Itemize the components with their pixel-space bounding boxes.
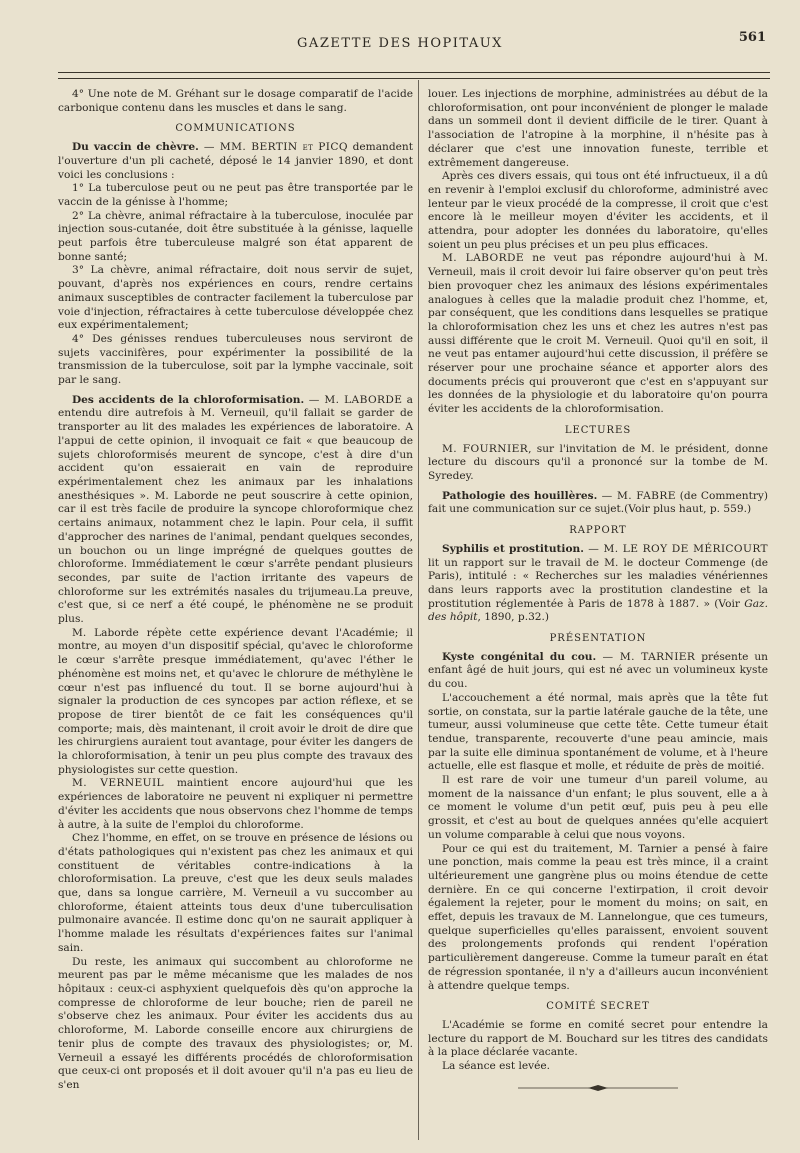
page-number: 561 [738,30,766,45]
accidents-author: — M. LABORDE [304,393,403,406]
syphilis-reference: Gaz. des hôpit [428,597,768,624]
vaccin-conclusion-3: 3° La chèvre, animal réfractaire, doit nous servir de sujet, pouvant, d'après nos expériences en cours, rendre certains animaux susceptibles de contracter facilement la tuberculose par voie d'injection, réfractaires à cette tuberculose développée chez eux expérimentalement; [58,264,413,332]
vaccin-authors: — MM. BERTIN et PICQ [198,141,348,154]
accidents-paragraph-8 [428,252,768,416]
fournier-name: M. FOURNIER [442,442,529,455]
accidents-title: Des accidents de la chloroformisation. [72,393,305,406]
section-heading-communications: COMMUNICATIONS [175,123,296,135]
kyste-text: présente un enfant âgé de huit jours, qui est né avec un volumineux kyste du cou. [428,650,768,691]
header-rule [58,72,770,79]
syphilis-paragraph [428,543,768,625]
kyste-paragraph-4: Pour ce qui est du traitement, M. Tarnier a pensé à faire une ponction, mais comme la peau est très mince, il a craint ultérieurement une gangrène plus ou moins étendue de cette dernière. En ce qui concerne l'extirpation, il croit devoir également la rejeter, pour le moment du moins; on sait, en effet, depuis les travaux de M. Lannelongue, que ces tumeurs, quelque superficielles qu'elles paraissent, envoient souvent des prolongements profonds qui rendent l'opération particulièrement dangereuse. Comme la tumeur paraît en état de régression spontanée, il n'y a d'ailleurs aucun inconvénient à attendre quelque temps. [428,842,768,992]
comite-paragraph: L'Académie se forme en comité secret pour entendre la lecture du rapport de M. Bouchard sur les titres des candidats à la place déclarée vacante. [428,1019,768,1059]
vaccin-conclusion-2: 2° La chèvre, animal réfractaire à la tuberculose, inoculée par injection sous-cutanée, doit être substituée à la génisse, laquelle peut parfois être tuberculeuse malgré son état apparent de bonne santé; [58,209,413,263]
kyste-title: Kyste congénital du cou. [442,650,597,663]
accidents-paragraph-3 [58,777,413,832]
laborde-name: M. LABORDE [442,252,525,265]
left-column [58,88,413,1093]
houilleres-paragraph [428,490,768,517]
accidents-text-1: a entendu dire autrefois à M. Verneuil, qu'il fallait se garder de transporter au lit des malades les expériences de laboratoire. A l'appui de cette opinion, il invoquait ce fait « que beaucoup de sujets chloroformisés meurent de syncope, c'est à dire d'un accident qu'on essaierait en vain de reproduire expérimentalement chez les animaux par les inhalations anesthésiques ». M. Laborde ne peut souscrire à cette opinion, car il est très facile de produire la syncope chloroformique chez certains animaux, notamment chez le lapin. Pour cela, il suffit d'approcher des narines de l'animal, pendant quelques secondes, un bouchon ou un linge imprégné de quelques gouttes de chloroforme. Immédiatement le cœur s'arrête pendant plusieurs secondes, par suite de l'action irritante des vapeurs de chloroforme sur les extrémités nasales du trijumeau.La preuve, c'est que, si ce nerf a été coupé, le phénomène ne se produit plus. [58,393,413,626]
syphilis-reference-end: , 1890, p.32.) [477,611,550,624]
kyste-paragraph-2: L'accouchement a été normal, mais après que la tête fut sortie, on constata, sur la partie latérale gauche de la tête, une tumeur, aussi volumineuse que cette tête. Cette tumeur était tendue, transparente, recouverte d'une peau amincie, mais par la suite elle diminua spontanément de volume, et à l'heure actuelle, elle est flasque et molle, et réduite de près de moitié. [428,691,768,773]
lectures-text: , sur l'invitation de M. le président, donne lecture du discours qu'il a prononcé sur la tombe de M. Syredey. [428,442,768,482]
accidents-text-8: ne veut pas répondre aujourd'hui à M. Verneuil, mais il croit devoir lui faire observer qu'on peut très bien provoquer chez les animaux des lésions expérimentales analogues à celles que la maladie produit chez l'homme, et, par conséquent, que les conditions dans lesquelles se pratique la chloroformisation chez les uns et chez les autres n'est pas aussi différente que le croit M. Verneuil. Quoi qu'il en soit, il ne veut pas entamer aujourd'hui cette discussion, il préfère se réserver pour une prochaine séance et apporter alors des documents précis qui prouveront que c'est en s'appuyant sur les données de la physiologie et du laboratoire qu'on pourra éviter les accidents de la chloroformisation. [428,252,768,416]
accidents-text-3: maintient encore aujourd'hui que les expériences de laboratoire ne peuvent ni expliquer ni permettre d'éviter les accidents que nous observons chez l'homme de temps à autre, à la suite de l'emploi du chloroforme. [58,777,413,831]
page-header [0,30,800,60]
syphilis-author: — M. LE ROY DE MÉRICOURT [583,542,768,555]
verneuil-name: M. VERNEUIL [72,777,164,790]
kyste-paragraph-3: Il est rare de voir une tumeur d'un pareil volume, au moment de la naissance d'un enfant; le plus souvent, elle a à ce moment le volume d'un petit œuf, puis peu à peu elle grossit, et c'est au bout de quelques années qu'elle acquiert un volume comparable à celui que nous voyons. [428,774,768,841]
lectures-paragraph [428,443,768,484]
right-column [428,88,768,1092]
syphilis-text: lit un rapport sur le travail de M. le docteur Commenge (de Paris), intitulé : « Recherches sur les maladies vénériennes dans leurs rapports avec la prostitution clandestine et la prostitution réglementée à Paris de 1878 à 1887. » (Voir [428,556,768,610]
vaccin-title: Du vaccin de chèvre. [72,141,199,154]
kyste-author: — M. TARNIER [596,650,696,663]
accidents-paragraph-5: Du reste, les animaux qui succombent au chloroforme ne meurent pas par le même mécanisme que les malades de nos hôpitaux : ceux-ci asphyxient quelquefois dès qu'on approche la compresse de chloroforme de leur bouche; rien de pareil ne s'observe chez les animaux. Pour éviter les accidents dus au chloroforme, M. Laborde conseille encore aux chirurgiens de tenir plus de compte des travaux des physiologistes; or, M. Verneuil a essayé les différents procédés de chloroformisation que ceux-ci ont proposés et il doit avouer qu'il n'a pas eu lieu de s'en [58,955,413,1091]
seance-levee: La séance est levée. [442,1060,551,1073]
accidents-paragraph-1 [58,394,413,627]
end-ornament [518,1084,678,1092]
vaccin-conclusion-1: 1° La tuberculose peut ou ne peut pas être transportée par le vaccin de la génisse à l'homme; [58,182,413,208]
running-title: GAZETTE DES HOPITAUX [297,36,503,51]
section-heading-lectures: LECTURES [564,424,632,436]
accidents-paragraph-7: Après ces divers essais, qui tous ont été infructueux, il a dû en revenir à l'emploi exclusif du chloroforme, administré avec lenteur par le vieux procédé de la compresse, il croit que c'est encore là le meilleur moyen d'éviter les accidents, et il attendra, pour adopter les données du laboratoire, qu'elles soient un peu plus précises et un peu plus efficaces. [428,170,768,251]
column-divider [418,80,419,1140]
houilleres-author: — M. FABRE [597,489,676,502]
vaccin-conclusion-4: 4° Des génisses rendues tuberculeuses nous serviront de sujets vaccinifères, pour expérimenter la possibilité de la transmission de la tuberculose, soit par la lymphe vaccinale, soit par le sang. [58,332,413,387]
accidents-paragraph-2: M. Laborde répète cette expérience devant l'Académie; il montre, au moyen d'un dispositif spécial, qu'avec le chloroforme le cœur s'arrête presque immédiatement, qu'avec l'éther le phénomène est moins net, et qu'avec le chlorure de méthylène le cœur n'est pas influencé du tout. Il se borne aujourd'hui à signaler la production de ces syncopes par action réflexe, et se propose de tirer bientôt de ce fait les conséquences qu'il comporte; mais, dès maintenant, il croit avoir le droit de dire que les chirurgiens auraient tout avantage, pour éviter les dangers de la chloroformisation, à tenir un peu plus compte des travaux des physiologistes sur cette question. [58,626,413,776]
accidents-paragraph-6: louer. Les injections de morphine, administrées au début de la chloroformisation, ont pour inconvénient de plonger le malade dans un sommeil dont il devient difficile de le tirer. Quant à l'association de l'atropine à la morphine, il n'hésite pas à déclarer que c'est une innovation funeste, terrible et extrêmement dangereuse. [428,88,768,169]
houilleres-title: Pathologie des houillères. [442,489,598,502]
section-heading-presentation: PRÉSENTATION [549,633,647,645]
section-heading-rapport: RAPPORT [569,525,627,537]
accidents-paragraph-4: Chez l'homme, en effet, on se trouve en présence de lésions ou d'états pathologiques qui n'existent pas chez les animaux et qui constituent de véritables contre-indications à la chloroformisation. La preuve, c'est que les deux seuls malades que, dans sa longue carrière, M. Verneuil a vu succomber au chloroforme, étaient atteints tous deux d'une tuberculisation pulmonaire avancée. Il estime donc qu'on ne saurait appliquer à l'homme malade les résultats d'expériences faites sur l'animal sain. [58,832,413,954]
note-gréhant: 4° Une note de M. Gréhant sur le dosage comparatif de l'acide carbonique contenu dans les muscles et dans le sang. [58,88,413,114]
vaccin-intro: demandent l'ouverture d'un pli cacheté, déposé le 14 janvier 1890, et dont voici les conclusions : [58,141,414,181]
houilleres-text: (de Commentry) fait une communication sur ce sujet.(Voir plus haut, p. 559.) [428,489,769,516]
syphilis-title: Syphilis et prostitution. [442,542,584,555]
kyste-paragraph-1 [428,651,768,692]
section-heading-comite-secret: COMITÉ SECRET [546,1001,650,1013]
vaccin-paragraph [58,141,413,182]
